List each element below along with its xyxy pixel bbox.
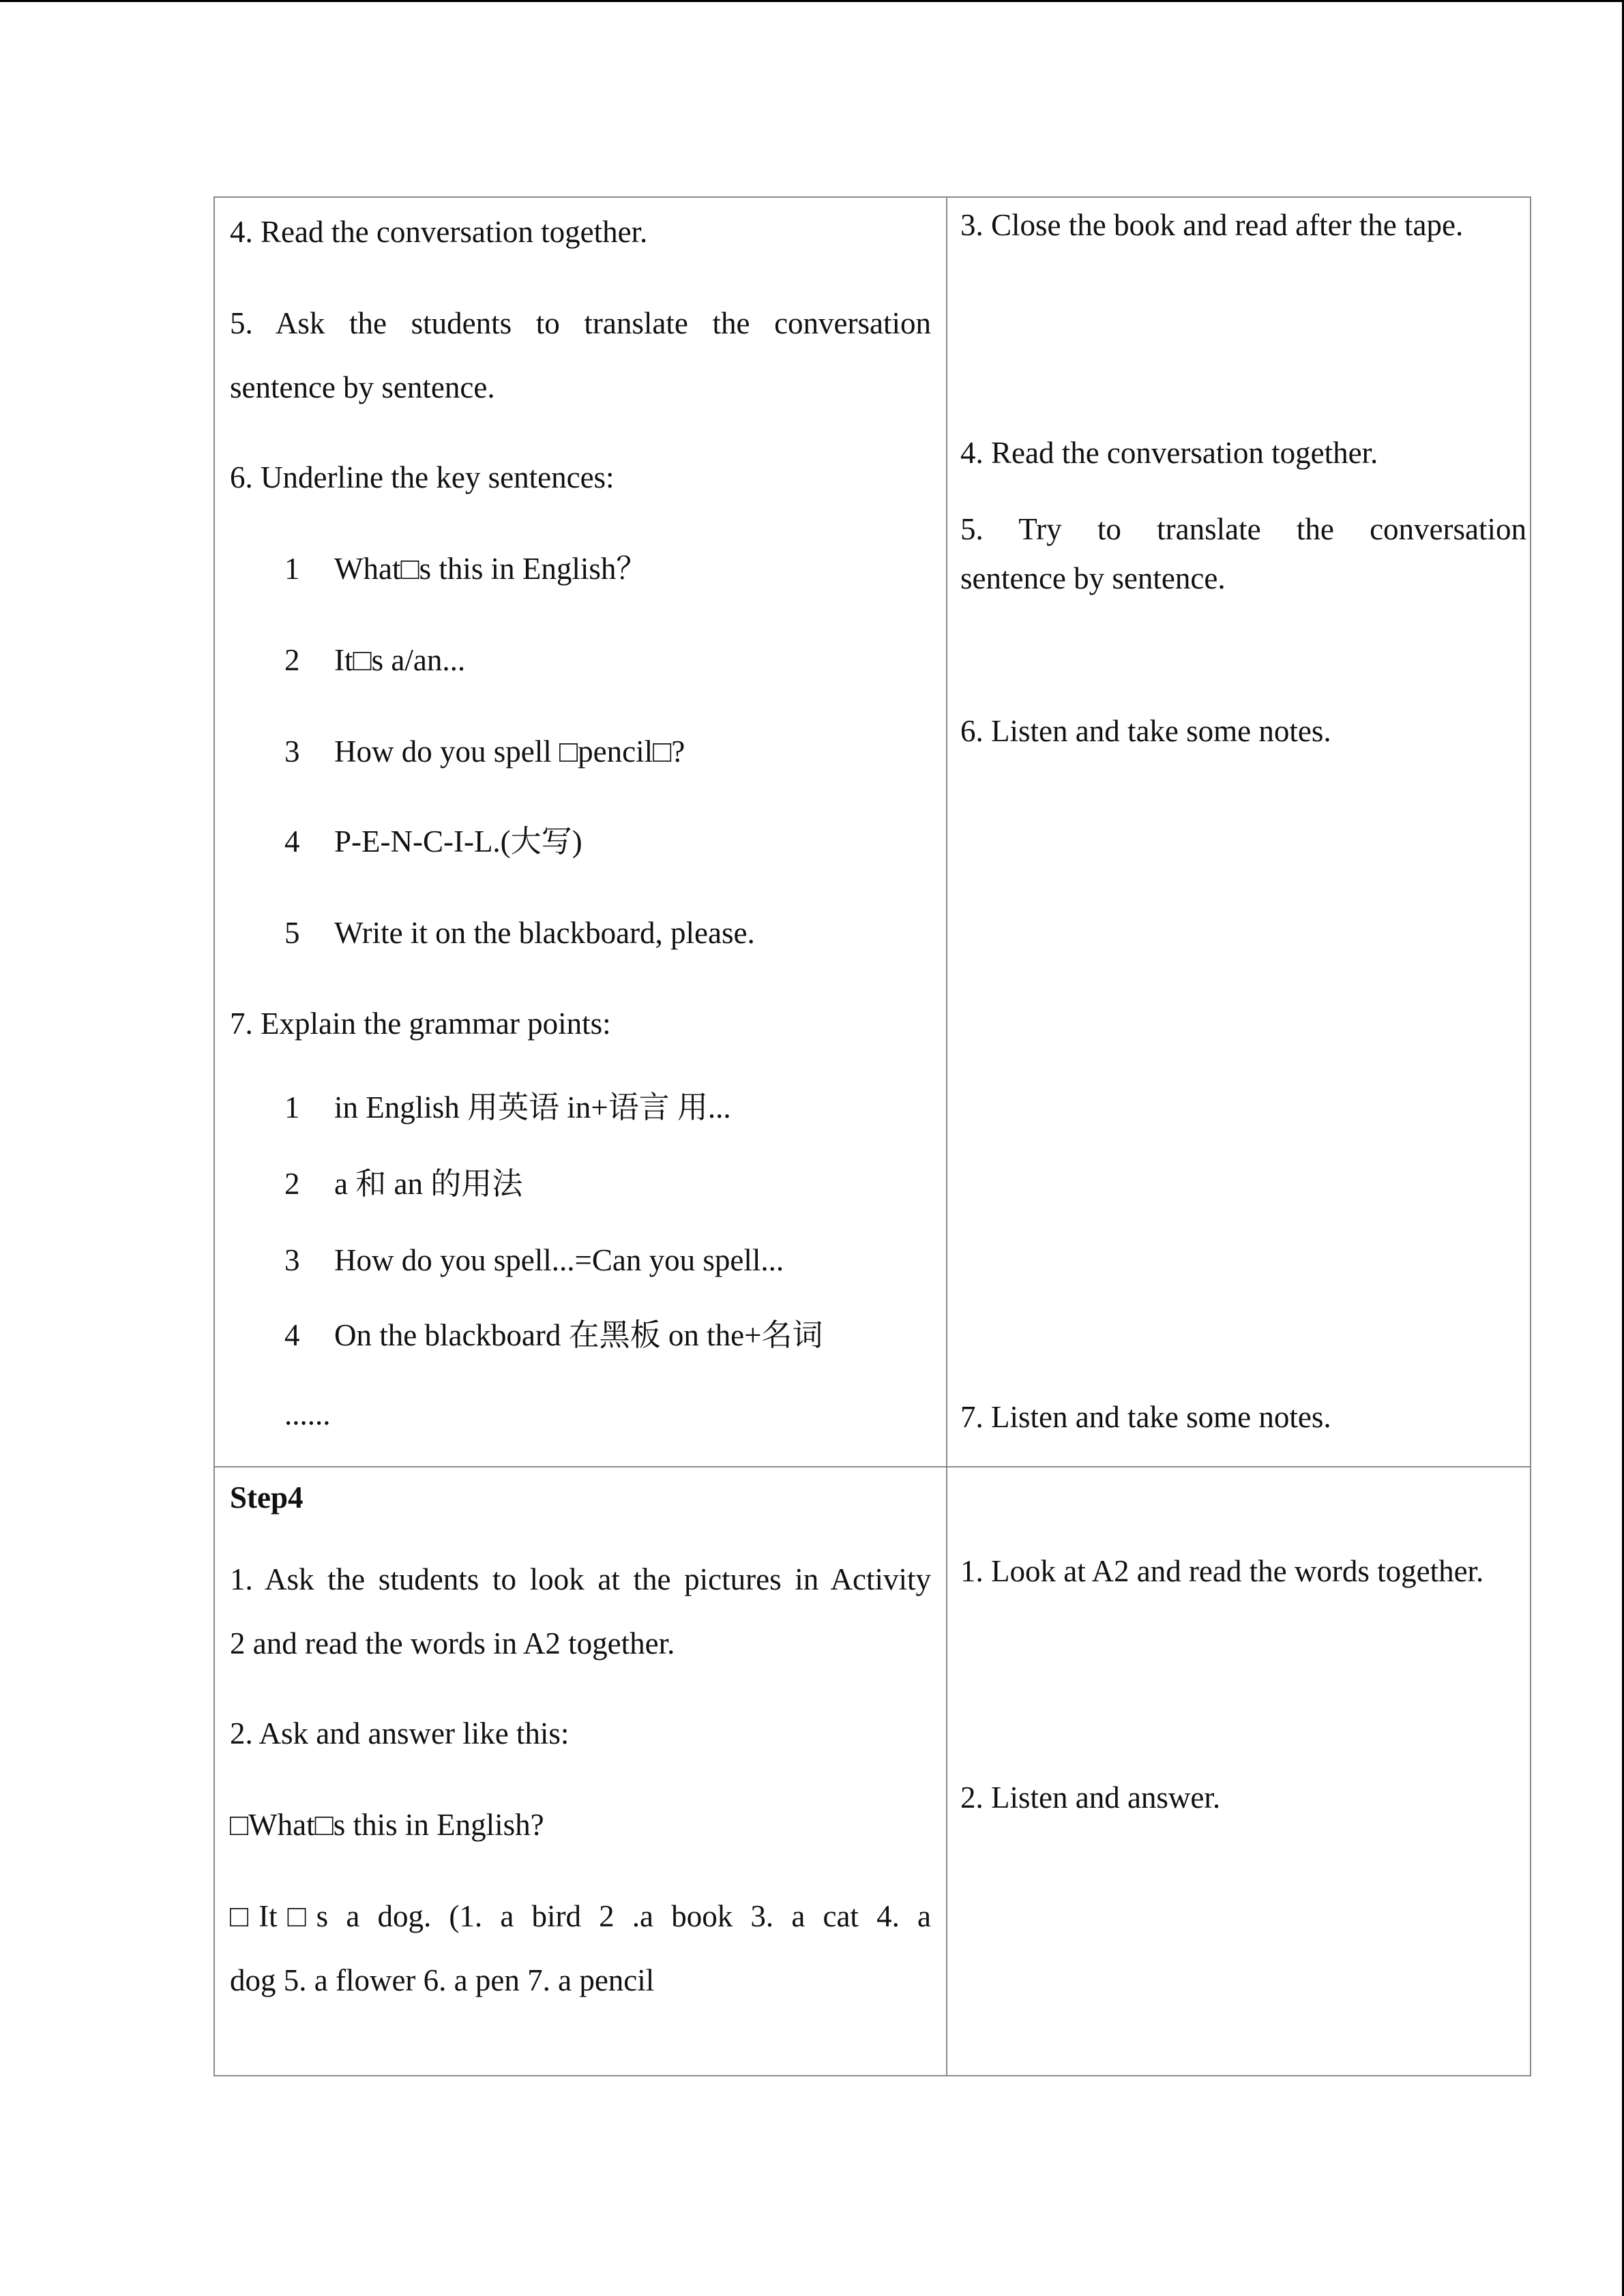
student-item-7: 7. Listen and take some notes. xyxy=(960,1400,1331,1434)
step-heading: Step4 xyxy=(230,1480,304,1515)
dialogue-answer-line2: dog 5. a flower 6. a pen 7. a pencil xyxy=(230,1963,655,1997)
student-item-6: 6. Listen and take some notes. xyxy=(960,714,1331,748)
grammar-point-3: 3 How do you spell...=Can you spell... xyxy=(284,1243,784,1277)
dialogue-question: □What□s this in English? xyxy=(230,1808,544,1842)
key-sentence-5: 5 Write it on the blackboard, please. xyxy=(284,916,755,950)
step4-item-1-line1: 1. Ask the students to look at the pictures in Activity xyxy=(230,1562,931,1596)
row-divider xyxy=(215,1466,1530,1467)
page-top-border xyxy=(0,0,1624,2)
teacher-item-5-line2: sentence by sentence. xyxy=(230,370,495,404)
key-sentence-3: 3 How do you spell □pencil□? xyxy=(284,734,685,769)
student-item-3: 3. Close the book and read after the tape. xyxy=(960,208,1464,242)
key-sentence-1: 1 What□s this in English？ xyxy=(284,552,647,586)
key-sentence-2: 2 It□s a/an... xyxy=(284,643,466,677)
teacher-item-4: 4. Read the conversation together. xyxy=(230,215,648,249)
dialogue-answer-line1: □It□s a dog. (1. a bird 2 .a book 3. a cat 4. a xyxy=(230,1899,931,1933)
teacher-item-7: 7. Explain the grammar points: xyxy=(230,1007,611,1041)
student-item-4: 4. Read the conversation together. xyxy=(960,436,1378,470)
step4-item-1-line2: 2 and read the words in A2 together. xyxy=(230,1626,675,1660)
lesson-plan-table xyxy=(213,196,1531,2076)
student-item-5-line1: 5. Try to translate the conversation xyxy=(960,512,1526,546)
step4-item-2: 2. Ask and answer like this: xyxy=(230,1716,570,1750)
student-item-5-line2: sentence by sentence. xyxy=(960,561,1226,595)
column-divider xyxy=(946,198,947,2075)
step4-student-item-2: 2. Listen and answer. xyxy=(960,1780,1221,1815)
grammar-point-1: 1 in English 用英语 in+语言 用... xyxy=(284,1090,731,1124)
grammar-point-4: 4 On the blackboard 在黑板 on the+名词 xyxy=(284,1318,823,1352)
key-sentence-4: 4 P-E-N-C-I-L.(大写) xyxy=(284,824,582,859)
grammar-point-2: 2 a 和 an 的用法 xyxy=(284,1167,523,1201)
step4-student-item-1: 1. Look at A2 and read the words together. xyxy=(960,1554,1484,1588)
teacher-item-5-line1: 5. Ask the students to translate the conversation xyxy=(230,306,931,340)
teacher-item-6: 6. Underline the key sentences: xyxy=(230,460,615,494)
ellipsis-text: ...... xyxy=(284,1397,331,1431)
